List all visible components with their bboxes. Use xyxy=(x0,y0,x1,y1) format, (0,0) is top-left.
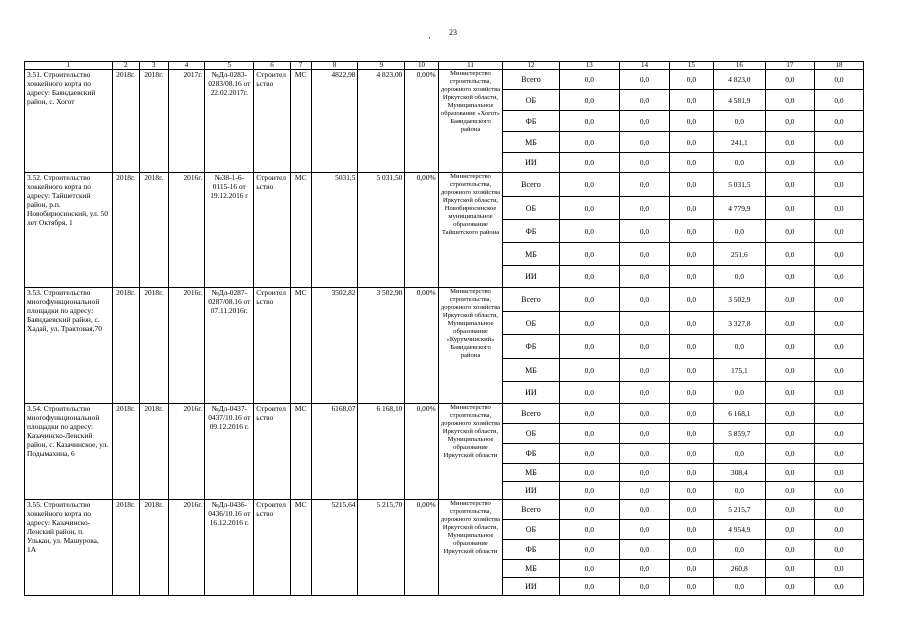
column-number: 3 xyxy=(139,62,168,70)
column-number: 14 xyxy=(620,62,670,70)
amount-cell: 0,0 xyxy=(765,444,814,464)
amount-cell: 6 168,1 xyxy=(713,404,765,424)
amount-cell: 0,0 xyxy=(620,482,670,500)
work-type: Строительство xyxy=(254,173,290,288)
amount-cell: 0,0 xyxy=(765,288,814,312)
amount-cell: 0,0 xyxy=(765,243,814,266)
total-cost: 5 215,70 xyxy=(358,500,405,596)
column-number: 17 xyxy=(765,62,814,70)
amount-cell: 0,0 xyxy=(814,197,863,220)
amount-cell: 0,0 xyxy=(670,335,714,359)
start-year: 2018г. xyxy=(112,70,139,173)
amount-cell: 0,0 xyxy=(713,382,765,404)
amount-cell: 0,0 xyxy=(559,382,619,404)
amount-cell: 0,0 xyxy=(559,173,619,197)
amount-cell: 0,0 xyxy=(765,132,814,153)
amount-cell: 0,0 xyxy=(670,424,714,444)
funding-source: ОБ xyxy=(503,424,559,444)
amount-cell: 0,0 xyxy=(670,560,714,578)
amount-cell: 3 502,9 xyxy=(713,288,765,312)
table-body xyxy=(25,70,864,596)
amount-cell: 4 954,9 xyxy=(713,520,765,540)
customer: Министерство строительства, дорожного хозяйства Иркутской области, Новобирюсинское муниципальное образование Тайшетского района xyxy=(438,173,503,288)
amount-cell: 0,0 xyxy=(765,464,814,482)
amount-cell: 0,0 xyxy=(559,560,619,578)
amount-cell: 5 215,7 xyxy=(713,500,765,520)
funding-source: ИИ xyxy=(503,482,559,500)
amount-cell: 5 859,7 xyxy=(713,424,765,444)
amount-cell: 0,0 xyxy=(713,266,765,288)
start-year: 2018г. xyxy=(112,500,139,596)
amount-cell: 0,0 xyxy=(713,444,765,464)
amount-cell: 0,0 xyxy=(559,288,619,312)
amount-cell: 0,0 xyxy=(814,578,863,596)
amount-cell: 0,0 xyxy=(620,288,670,312)
amount-cell: 251,6 xyxy=(713,243,765,266)
amount-cell: 0,0 xyxy=(559,444,619,464)
amount-cell: 0,0 xyxy=(620,220,670,243)
amount-cell: 0,0 xyxy=(620,197,670,220)
amount-cell: 0,0 xyxy=(670,312,714,335)
amount-cell: 0,0 xyxy=(670,482,714,500)
funding-source: МБ xyxy=(503,359,559,382)
amount-cell: 0,0 xyxy=(765,312,814,335)
amount-cell: 0,0 xyxy=(559,90,619,111)
start-year: 2018г. xyxy=(112,404,139,500)
amount-cell: 0,0 xyxy=(670,444,714,464)
table-row xyxy=(25,173,864,197)
readiness-percent: 0,00% xyxy=(405,500,438,596)
column-number: 1 xyxy=(25,62,113,70)
project-name: 3.54. Строительство многофункциональной площадки по адресу: Казачинско-Ленский район, с. Казачинское, ул. Подымахина, 6 xyxy=(25,404,113,500)
column-number: 8 xyxy=(311,62,358,70)
amount-cell: 0,0 xyxy=(620,132,670,153)
funding-source: ИИ xyxy=(503,266,559,288)
amount-cell: 0,0 xyxy=(670,220,714,243)
amount-cell: 0,0 xyxy=(814,266,863,288)
work-type: Строительство xyxy=(254,288,290,404)
amount-cell: 0,0 xyxy=(670,90,714,111)
amount-cell: 0,0 xyxy=(765,90,814,111)
amount-cell: 0,0 xyxy=(559,335,619,359)
amount-cell: 0,0 xyxy=(713,578,765,596)
total-cost: 3 502,90 xyxy=(358,288,405,404)
amount-cell: 0,0 xyxy=(814,173,863,197)
work-type: Строительство xyxy=(254,404,290,500)
amount-cell: 0,0 xyxy=(814,312,863,335)
amount-cell: 0,0 xyxy=(559,464,619,482)
total-cost: 6 168,10 xyxy=(358,404,405,500)
amount-cell: 4 779,9 xyxy=(713,197,765,220)
expertise-doc: №Дл-0287-0287/08.16 от 07.11.2016г. xyxy=(205,288,254,404)
column-number: 12 xyxy=(503,62,559,70)
amount-cell: 0,0 xyxy=(559,197,619,220)
page-number: 23 xyxy=(449,28,457,37)
amount-cell: 0,0 xyxy=(559,578,619,596)
project-name: 3.53. Строительство многофункциональной площадки по адресу: Баяндаевский район, с. Хадай, ул. Трактовая,70 xyxy=(25,288,113,404)
amount-cell: 0,0 xyxy=(713,153,765,173)
funding-source: Всего xyxy=(503,70,559,90)
estimated-cost: 5215,64 xyxy=(311,500,358,596)
design-year: 2016г. xyxy=(168,173,204,288)
amount-cell: 0,0 xyxy=(620,444,670,464)
funding-source: Всего xyxy=(503,500,559,520)
readiness-percent: 0,00% xyxy=(405,70,438,173)
funding-source: ФБ xyxy=(503,220,559,243)
amount-cell: 0,0 xyxy=(814,560,863,578)
funding-source: ИИ xyxy=(503,578,559,596)
table-row xyxy=(25,500,864,520)
funding-source: ФБ xyxy=(503,335,559,359)
column-number-row xyxy=(25,62,864,70)
amount-cell: 0,0 xyxy=(814,132,863,153)
amount-cell: 0,0 xyxy=(670,153,714,173)
project-name: 3.51. Строительство хоккейного корта по адресу: Баяндаевский район, с. Хогот xyxy=(25,70,113,173)
amount-cell: 0,0 xyxy=(559,520,619,540)
amount-cell: 0,0 xyxy=(620,153,670,173)
amount-cell: 0,0 xyxy=(559,70,619,90)
amount-cell: 0,0 xyxy=(765,153,814,173)
amount-cell: 0,0 xyxy=(765,560,814,578)
column-number: 11 xyxy=(438,62,503,70)
amount-cell: 0,0 xyxy=(814,288,863,312)
amount-cell: 0,0 xyxy=(765,578,814,596)
readiness-percent: 0,00% xyxy=(405,288,438,404)
amount-cell: 0,0 xyxy=(765,70,814,90)
amount-cell: 0,0 xyxy=(765,220,814,243)
amount-cell: 0,0 xyxy=(814,540,863,560)
amount-cell: 0,0 xyxy=(670,382,714,404)
amount-cell: 0,0 xyxy=(814,404,863,424)
design-year: 2016г. xyxy=(168,404,204,500)
start-year: 2018г. xyxy=(112,173,139,288)
amount-cell: 0,0 xyxy=(713,482,765,500)
funding-source: ОБ xyxy=(503,520,559,540)
column-number: 6 xyxy=(254,62,290,70)
amount-cell: 0,0 xyxy=(765,500,814,520)
amount-cell: 0,0 xyxy=(559,424,619,444)
readiness-percent: 0,00% xyxy=(405,173,438,288)
ms-code: МС xyxy=(290,288,311,404)
funding-source: ФБ xyxy=(503,540,559,560)
amount-cell: 0,0 xyxy=(814,111,863,132)
funding-source: ОБ xyxy=(503,90,559,111)
funding-source: Всего xyxy=(503,173,559,197)
funding-source: МБ xyxy=(503,560,559,578)
amount-cell: 0,0 xyxy=(670,540,714,560)
amount-cell: 0,0 xyxy=(620,173,670,197)
ms-code: МС xyxy=(290,173,311,288)
funding-source: МБ xyxy=(503,464,559,482)
amount-cell: 0,0 xyxy=(765,111,814,132)
amount-cell: 175,1 xyxy=(713,359,765,382)
column-number: 9 xyxy=(358,62,405,70)
amount-cell: 0,0 xyxy=(620,424,670,444)
column-number: 2 xyxy=(112,62,139,70)
estimated-cost: 5031,5 xyxy=(311,173,358,288)
amount-cell: 0,0 xyxy=(814,444,863,464)
customer: Министерство строительства, дорожного хозяйства Иркутской области, Муниципальное образование Иркутской области xyxy=(438,500,503,596)
amount-cell: 0,0 xyxy=(670,197,714,220)
amount-cell: 0,0 xyxy=(559,243,619,266)
funding-source: ФБ xyxy=(503,444,559,464)
amount-cell: 241,1 xyxy=(713,132,765,153)
amount-cell: 0,0 xyxy=(559,266,619,288)
amount-cell: 0,0 xyxy=(620,382,670,404)
amount-cell: 0,0 xyxy=(670,111,714,132)
amount-cell: 0,0 xyxy=(559,540,619,560)
table-row xyxy=(25,288,864,312)
funding-source: ИИ xyxy=(503,382,559,404)
amount-cell: 0,0 xyxy=(620,464,670,482)
amount-cell: 0,0 xyxy=(765,266,814,288)
amount-cell: 0,0 xyxy=(620,111,670,132)
amount-cell: 0,0 xyxy=(814,153,863,173)
funding-source: МБ xyxy=(503,132,559,153)
amount-cell: 0,0 xyxy=(670,288,714,312)
amount-cell: 0,0 xyxy=(620,312,670,335)
amount-cell: 4 581,9 xyxy=(713,90,765,111)
amount-cell: 0,0 xyxy=(620,578,670,596)
amount-cell: 0,0 xyxy=(670,243,714,266)
project-name: 3.52. Строительство хоккейного корта по адресу: Тайшетский район, р.п. Новобирюсинский, ул. 50 лет Октября, 1 xyxy=(25,173,113,288)
amount-cell: 0,0 xyxy=(670,404,714,424)
amount-cell: 0,0 xyxy=(765,335,814,359)
table-row xyxy=(25,404,864,424)
total-cost: 4 823,00 xyxy=(358,70,405,173)
amount-cell: 0,0 xyxy=(670,266,714,288)
amount-cell: 3 327,8 xyxy=(713,312,765,335)
amount-cell: 0,0 xyxy=(814,520,863,540)
design-year: 2016г. xyxy=(168,288,204,404)
amount-cell: 0,0 xyxy=(765,424,814,444)
readiness-percent: 0,00% xyxy=(405,404,438,500)
amount-cell: 0,0 xyxy=(765,382,814,404)
amount-cell: 0,0 xyxy=(814,243,863,266)
estimated-cost: 3502,82 xyxy=(311,288,358,404)
amount-cell: 0,0 xyxy=(620,335,670,359)
amount-cell: 0,0 xyxy=(814,70,863,90)
estimated-cost: 6168,07 xyxy=(311,404,358,500)
amount-cell: 0,0 xyxy=(670,359,714,382)
amount-cell: 0,0 xyxy=(765,173,814,197)
amount-cell: 0,0 xyxy=(713,540,765,560)
amount-cell: 0,0 xyxy=(620,266,670,288)
funding-source: ОБ xyxy=(503,197,559,220)
expertise-doc: №Дл-0437-0437/10.16 от 09.12.2016 г. xyxy=(205,404,254,500)
amount-cell: 0,0 xyxy=(765,482,814,500)
column-number: 15 xyxy=(670,62,714,70)
total-cost: 5 031,50 xyxy=(358,173,405,288)
expertise-doc: №38-1-6-0115-16 от 19.12.2016 г xyxy=(205,173,254,288)
end-year: 2018г. xyxy=(139,288,168,404)
amount-cell: 5 031,5 xyxy=(713,173,765,197)
amount-cell: 0,0 xyxy=(670,500,714,520)
funding-source: Всего xyxy=(503,404,559,424)
end-year: 2018г. xyxy=(139,70,168,173)
amount-cell: 0,0 xyxy=(559,111,619,132)
amount-cell: 0,0 xyxy=(559,153,619,173)
amount-cell: 0,0 xyxy=(620,404,670,424)
column-number: 18 xyxy=(814,62,863,70)
funding-source: ИИ xyxy=(503,153,559,173)
amount-cell: 0,0 xyxy=(814,220,863,243)
amount-cell: 0,0 xyxy=(620,540,670,560)
amount-cell: 4 823,0 xyxy=(713,70,765,90)
column-number: 16 xyxy=(713,62,765,70)
design-year: 2016г. xyxy=(168,500,204,596)
amount-cell: 0,0 xyxy=(670,173,714,197)
amount-cell: 0,0 xyxy=(620,243,670,266)
amount-cell: 0,0 xyxy=(559,359,619,382)
amount-cell: 0,0 xyxy=(559,220,619,243)
expertise-doc: №Дл-0436-0436/10.16 от 16.12.2016 г. xyxy=(205,500,254,596)
column-number: 4 xyxy=(168,62,204,70)
design-year: 2017г. xyxy=(168,70,204,173)
amount-cell: 0,0 xyxy=(765,359,814,382)
customer: Министерство строительства, дорожного хозяйства Иркутской области, Муниципальное образование Иркутской области xyxy=(438,404,503,500)
customer: Министерство строительства, дорожного хозяйства Иркутской области, Муниципальное образование «Курумчинский» Баяндаевского района xyxy=(438,288,503,404)
column-number: 13 xyxy=(559,62,619,70)
work-type: Строительство xyxy=(254,500,290,596)
column-number: 7 xyxy=(290,62,311,70)
amount-cell: 0,0 xyxy=(559,500,619,520)
amount-cell: 0,0 xyxy=(814,382,863,404)
amount-cell: 0,0 xyxy=(670,464,714,482)
ms-code: МС xyxy=(290,500,311,596)
amount-cell: 0,0 xyxy=(765,540,814,560)
end-year: 2018г. xyxy=(139,500,168,596)
column-number: 5 xyxy=(205,62,254,70)
project-name: 3.55. Строительство хоккейного корта по адресу: Казачинско-Ленский район, п. Улькан, ул. Машурова, 1А xyxy=(25,500,113,596)
amount-cell: 0,0 xyxy=(620,70,670,90)
amount-cell: 0,0 xyxy=(620,560,670,578)
amount-cell: 0,0 xyxy=(814,424,863,444)
work-type: Строительство xyxy=(254,70,290,173)
ms-code: МС xyxy=(290,404,311,500)
amount-cell: 0,0 xyxy=(765,404,814,424)
funding-source: Всего xyxy=(503,288,559,312)
funding-source: ФБ xyxy=(503,111,559,132)
table-row xyxy=(25,70,864,90)
amount-cell: 0,0 xyxy=(814,335,863,359)
amount-cell: 0,0 xyxy=(559,404,619,424)
end-year: 2018г. xyxy=(139,173,168,288)
amount-cell: 0,0 xyxy=(765,520,814,540)
program-table xyxy=(24,61,864,596)
amount-cell: 0,0 xyxy=(765,197,814,220)
column-number: 10 xyxy=(405,62,438,70)
funding-source: МБ xyxy=(503,243,559,266)
estimated-cost: 4822,98 xyxy=(311,70,358,173)
amount-cell: 0,0 xyxy=(559,132,619,153)
start-year: 2018г. xyxy=(112,288,139,404)
amount-cell: 0,0 xyxy=(670,70,714,90)
end-year: 2018г. xyxy=(139,404,168,500)
amount-cell: 0,0 xyxy=(713,220,765,243)
amount-cell: 0,0 xyxy=(620,500,670,520)
customer: Министерство строительства, дорожного хозяйства Иркутской области, Муниципальное образование «Хогот» Баяндаевского района xyxy=(438,70,503,173)
amount-cell: 0,0 xyxy=(620,359,670,382)
amount-cell: 0,0 xyxy=(620,90,670,111)
page-marker: · xyxy=(428,33,431,43)
funding-source: ОБ xyxy=(503,312,559,335)
amount-cell: 0,0 xyxy=(814,464,863,482)
amount-cell: 0,0 xyxy=(713,111,765,132)
amount-cell: 0,0 xyxy=(713,335,765,359)
amount-cell: 0,0 xyxy=(670,132,714,153)
amount-cell: 0,0 xyxy=(559,312,619,335)
amount-cell: 0,0 xyxy=(620,520,670,540)
amount-cell: 0,0 xyxy=(814,90,863,111)
amount-cell: 0,0 xyxy=(814,500,863,520)
amount-cell: 260,8 xyxy=(713,560,765,578)
ms-code: МС xyxy=(290,70,311,173)
amount-cell: 0,0 xyxy=(670,578,714,596)
amount-cell: 0,0 xyxy=(559,482,619,500)
amount-cell: 308,4 xyxy=(713,464,765,482)
expertise-doc: №Дл-0283-0283/08.16 от 22.02.2017г. xyxy=(205,70,254,173)
amount-cell: 0,0 xyxy=(814,359,863,382)
amount-cell: 0,0 xyxy=(814,482,863,500)
amount-cell: 0,0 xyxy=(670,520,714,540)
